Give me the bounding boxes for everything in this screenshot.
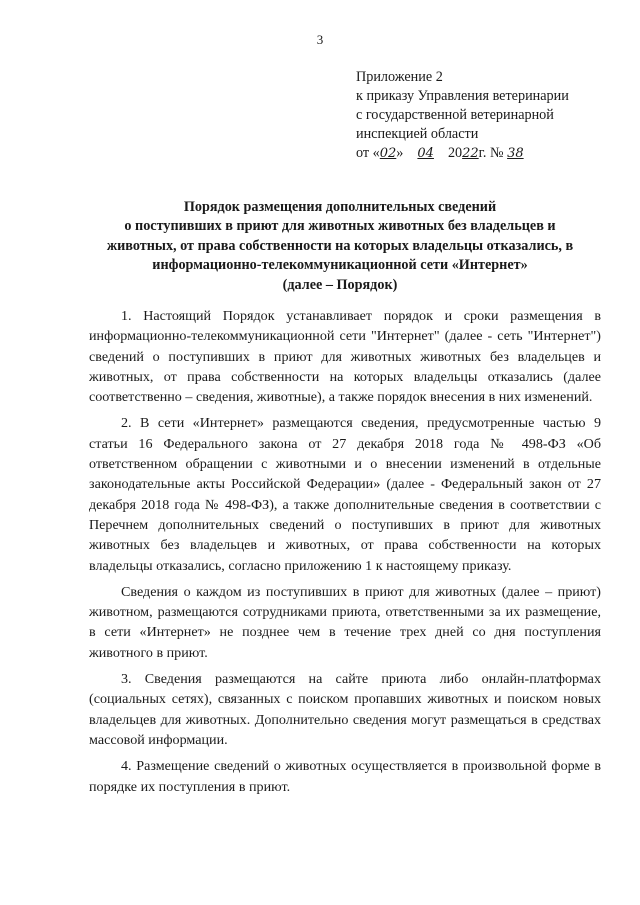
appendix-line: Приложение 2 <box>356 69 443 85</box>
title-line: (далее – Порядок) <box>282 276 398 293</box>
title-line: Порядок размещения дополнительных сведений <box>183 199 497 215</box>
order-number: 38 <box>507 146 524 161</box>
appendix-line: к приказу Управления ветеринарии <box>356 88 569 104</box>
year-suffix: 22 <box>462 146 479 161</box>
title-line: о поступивших в приют для животных животных без владельцев и <box>124 218 556 235</box>
date-month: 04 <box>417 146 434 161</box>
appendix-line: с государственной ветеринарной <box>356 107 554 123</box>
date-day: 02 <box>379 146 397 161</box>
title-line: животных, от права собственности на которых владельцы отказались, в <box>106 237 574 254</box>
document-body <box>89 306 601 803</box>
appendix-header <box>356 68 626 163</box>
appendix-line: инспекцией области <box>356 126 479 142</box>
title-line: информационно-телекоммуникационной сети «Интернет» <box>152 257 528 274</box>
date-prefix: от « <box>356 145 380 161</box>
page-number: 3 <box>316 32 324 47</box>
paragraph: 1. Настоящий Порядок устанавливает порядок и сроки размещения в информационно-телекоммуникационной сети "Интернет" (далее - сеть "Интернет") сведений о поступивших в приют для животных животных без владельцев и животных, от права собственности на которых владельцы отказались (далее соответственно – сведения, животные), а также порядок внесения в них изменений. <box>89 308 601 406</box>
paragraph: 2. В сети «Интернет» размещаются сведения, предусмотренные частью 9 статьи 16 Федерального закона от 27 декабря 2018 года № 498-ФЗ «Об ответственном обращении с животными и о внесении изменений в отдельные законодательные акты Российской Федерации» (далее - Федеральный закон от 27 декабря 2018 года № 498-ФЗ), а также дополнительные сведения в соответствии с Перечнем дополнительных сведений о поступивших в приют для животных животных без владельцев и животных, от права собственности на которых владельцы отказались, согласно приложению 1 к настоящему приказу. <box>89 415 601 574</box>
year-prefix: 20 <box>447 145 463 161</box>
paragraph: 4. Размещение сведений о животных осуществляется в произвольной форме в порядке их поступления в приют. <box>89 758 601 795</box>
number-prefix: г. № <box>478 145 504 161</box>
paragraph: 3. Сведения размещаются на сайте приюта либо онлайн-платформах (социальных сетях), связанных с поиском пропавших животных и поиском новых владельцев для животных. Дополнительно сведения могут размещаться в средствах массовой информации. <box>89 671 601 748</box>
appendix-date-line <box>356 144 626 163</box>
date-sep: » <box>396 145 404 161</box>
paragraph: Сведения о каждом из поступивших в приют для животных (далее – приют) животном, размещаются сотрудниками приюта, ответственными за их размещение, в сети «Интернет» не позднее чем в течение трех дней со дня поступления животного в приют. <box>89 583 601 661</box>
document-title <box>80 198 600 295</box>
